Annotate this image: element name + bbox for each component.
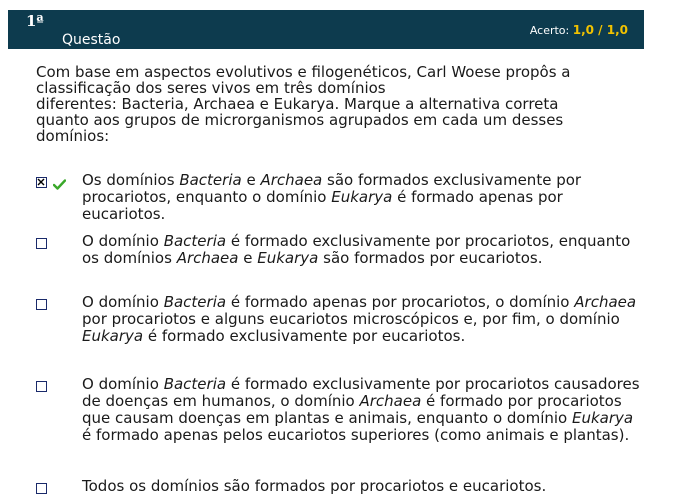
- option-text-segment: é formado por procariotos que causam doenças em plantas e animais, enquanto o domínio: [82, 392, 622, 427]
- option-text-segment: e: [241, 171, 261, 189]
- option-text-segment: Todos os domínios são formados por procariotos e eucariotos.: [82, 477, 547, 495]
- option-text-segment: é formado apenas pelos eucariotos superiores (como animais e plantas).: [82, 426, 630, 444]
- stem-line: diferentes: Bacteria, Archaea e Eukarya. Marque a alternativa correta: [36, 95, 559, 113]
- stem-line: classificação dos seres vivos em três domínios: [36, 79, 386, 97]
- score-value: 1,0 / 1,0: [572, 23, 628, 37]
- option-text: [82, 172, 642, 223]
- option-checkbox[interactable]: [36, 299, 47, 310]
- option-checkbox[interactable]: [36, 381, 47, 392]
- question-number: 1ª: [26, 12, 44, 30]
- x-mark-icon: [37, 178, 45, 186]
- option-text-segment: por procariotos e alguns eucariotos microscópicos e, por fim, o domínio: [82, 310, 620, 328]
- taxon-name: Archaea: [359, 392, 422, 410]
- option-text: [82, 233, 642, 267]
- option-text: [82, 294, 642, 345]
- taxon-name: Archaea: [574, 293, 637, 311]
- option-checkbox[interactable]: [36, 483, 47, 494]
- option-text-segment: O domínio: [82, 375, 164, 393]
- taxon-name: Archaea: [260, 171, 323, 189]
- taxon-name: Bacteria: [163, 232, 227, 250]
- option-text-segment: O domínio: [82, 232, 164, 250]
- taxon-name: Bacteria: [179, 171, 242, 189]
- correct-check-icon: [53, 175, 66, 194]
- option-text-segment: e: [238, 249, 258, 267]
- option-text-segment: é formado apenas por procariotos, o domínio: [226, 293, 575, 311]
- option-text: [82, 478, 642, 495]
- option-text-segment: é formado exclusivamente por eucariotos.: [143, 327, 466, 345]
- taxon-name: Bacteria: [163, 293, 227, 311]
- option-text-segment: é formado exclusivamente por procariotos, enquanto os domínios: [82, 232, 631, 267]
- stem-line: domínios:: [36, 127, 110, 145]
- taxon-name: Eukarya: [257, 249, 319, 267]
- question-header: [8, 10, 644, 49]
- taxon-name: Eukarya: [331, 188, 393, 206]
- option-text-segment: são formados exclusivamente por procariotos, enquanto o domínio: [82, 171, 582, 206]
- taxon-name: Eukarya: [82, 327, 144, 345]
- option-checkbox[interactable]: [36, 238, 47, 249]
- option-text: [82, 376, 642, 444]
- option-text-segment: Os domínios: [82, 171, 180, 189]
- stem-line: Com base em aspectos evolutivos e filogenéticos, Carl Woese propôs a: [36, 63, 571, 81]
- option-text-segment: é formado apenas por eucariotos.: [82, 188, 563, 223]
- question-label: Questão: [62, 32, 121, 48]
- option-checkbox[interactable]: [36, 177, 47, 188]
- taxon-name: Eukarya: [571, 409, 634, 427]
- stem-line: quanto aos grupos de microrganismos agrupados em cada um desses: [36, 111, 564, 129]
- score-label: Acerto:: [529, 24, 570, 37]
- question-stem: [36, 64, 626, 144]
- score: [530, 23, 628, 37]
- taxon-name: Archaea: [176, 249, 239, 267]
- option-text-segment: são formados por eucariotos.: [318, 249, 543, 267]
- option-text-segment: O domínio: [82, 293, 164, 311]
- taxon-name: Bacteria: [163, 375, 227, 393]
- option-text-segment: é formado exclusivamente por procariotos causadores de doenças em humanos, o domínio: [82, 375, 640, 410]
